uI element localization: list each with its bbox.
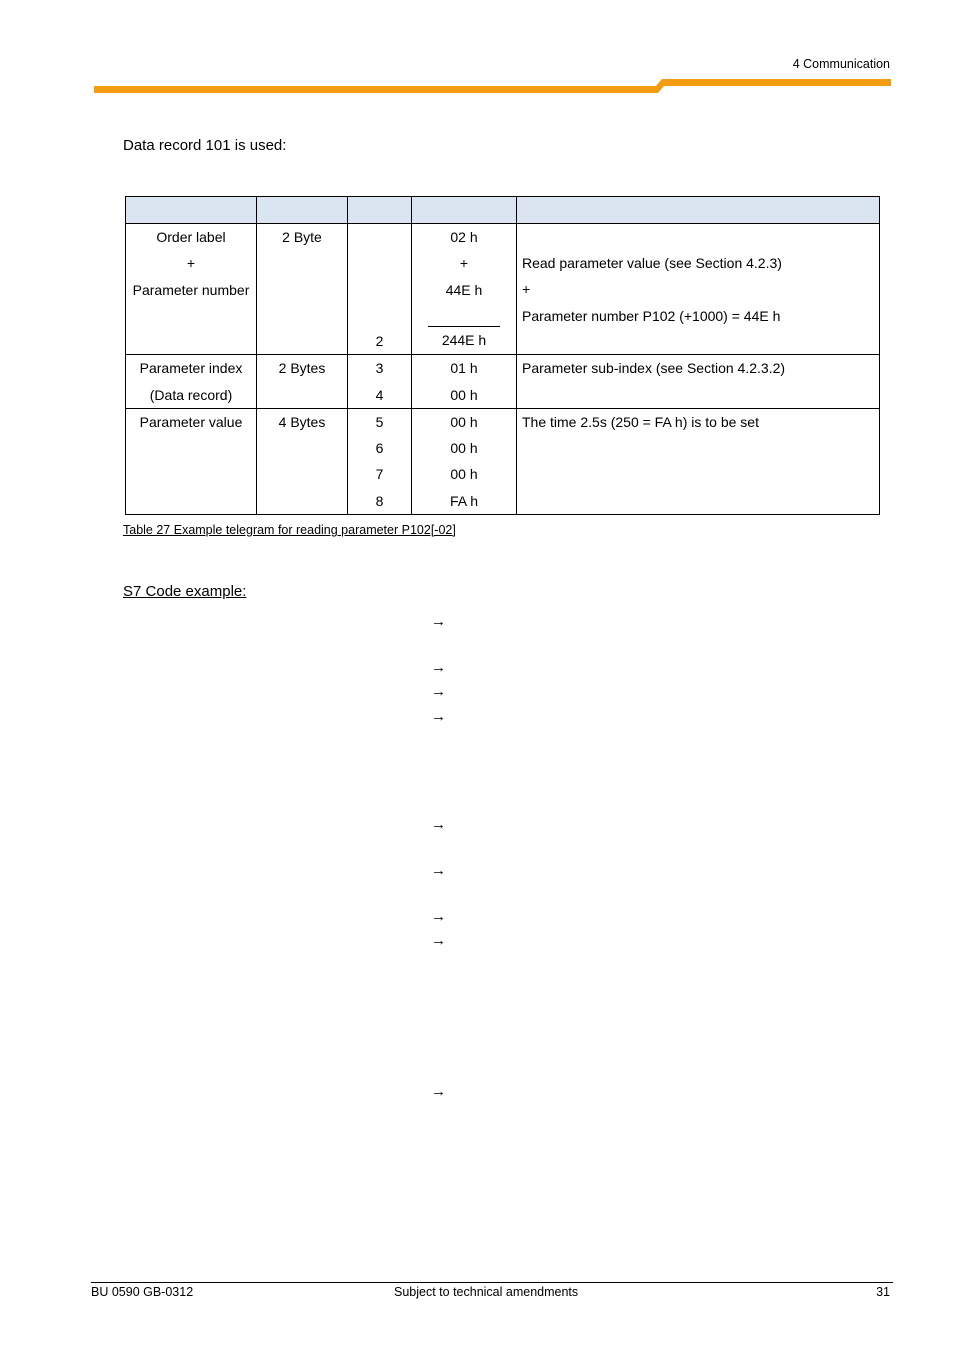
byte-number: 6 — [375, 440, 384, 457]
header-cell — [348, 197, 412, 224]
size-label: 2 Byte — [282, 229, 322, 245]
value-label: + — [459, 255, 469, 272]
header-cell — [257, 197, 348, 224]
field-label: Parameter value — [139, 413, 243, 430]
field-label: Parameter index — [139, 360, 243, 377]
field-label: Order label — [156, 229, 226, 245]
table-row — [126, 355, 880, 409]
footer-doc-id: BU 0590 GB-0312 — [91, 1285, 194, 1299]
size-cell — [257, 355, 348, 409]
arrow-icon: → — [431, 862, 446, 879]
description-cell — [517, 355, 880, 409]
header-chapter: 4 Communication — [792, 57, 890, 71]
header-cell — [126, 197, 257, 224]
description-cell — [517, 224, 880, 355]
field-cell — [126, 408, 257, 514]
table-row — [126, 224, 880, 355]
field-cell — [126, 355, 257, 409]
byte-cell — [348, 408, 412, 514]
value-cell — [412, 355, 517, 409]
size-cell — [257, 408, 348, 514]
header-accent-bar — [0, 76, 954, 96]
size-cell — [257, 224, 348, 355]
footer-notice: Subject to technical amendments — [394, 1285, 579, 1299]
size-label: 2 Bytes — [278, 360, 326, 377]
arrow-icon: → — [431, 932, 446, 949]
field-label: (Data record) — [149, 386, 233, 403]
value-label: 01 h — [450, 360, 478, 377]
description-text: Read parameter value (see Section 4.2.3) — [522, 255, 782, 271]
value-cell — [412, 408, 517, 514]
description-text: Parameter number P102 (+1000) = 44E h — [522, 307, 781, 324]
description-text: The time 2.5s (250 = FA h) is to be set — [522, 413, 759, 430]
byte-number: 7 — [375, 466, 384, 483]
arrow-icon: → — [431, 908, 446, 925]
field-label: Parameter number — [132, 281, 250, 298]
table-caption: Table 27 Example telegram for reading parameter P102[-02] — [123, 523, 456, 537]
value-label: 44E h — [445, 281, 483, 298]
byte-number: 4 — [375, 386, 384, 403]
arrow-icon: → — [431, 816, 446, 833]
description-text: Parameter sub-index (see Section 4.2.3.2) — [522, 360, 786, 377]
value-label: 00 h — [450, 440, 478, 457]
value-label: 00 h — [450, 466, 478, 483]
size-label: 4 Bytes — [278, 413, 326, 430]
byte-number: 2 — [375, 333, 384, 349]
table-header-row — [126, 197, 880, 224]
value-label: 02 h — [450, 229, 478, 245]
description-cell — [517, 408, 880, 514]
arrow-icon: → — [431, 708, 446, 725]
byte-number: 8 — [375, 492, 384, 509]
arrow-icon: → — [431, 659, 446, 676]
page-number: 31 — [876, 1285, 890, 1299]
arrow-icon: → — [431, 1083, 446, 1100]
value-cell — [412, 224, 517, 355]
telegram-table — [125, 196, 880, 515]
byte-cell — [348, 355, 412, 409]
arrow-icon: → — [431, 613, 446, 630]
s7-heading: S7 Code example: — [123, 583, 247, 600]
field-cell — [126, 224, 257, 355]
header-cell — [412, 197, 517, 224]
description-text: + — [522, 281, 531, 298]
intro-text: Data record 101 is used: — [123, 137, 287, 154]
value-label: FA h — [449, 492, 479, 509]
byte-cell — [348, 224, 412, 355]
byte-number: 3 — [375, 360, 384, 377]
header-cell — [517, 197, 880, 224]
value-label: 00 h — [450, 386, 478, 403]
footer-divider — [91, 1282, 893, 1283]
table-row — [126, 408, 880, 514]
value-label: 244E h — [441, 331, 487, 348]
arrow-icon: → — [431, 683, 446, 700]
byte-number: 5 — [375, 413, 384, 430]
value-label: 00 h — [450, 413, 478, 430]
field-label: + — [186, 255, 196, 272]
